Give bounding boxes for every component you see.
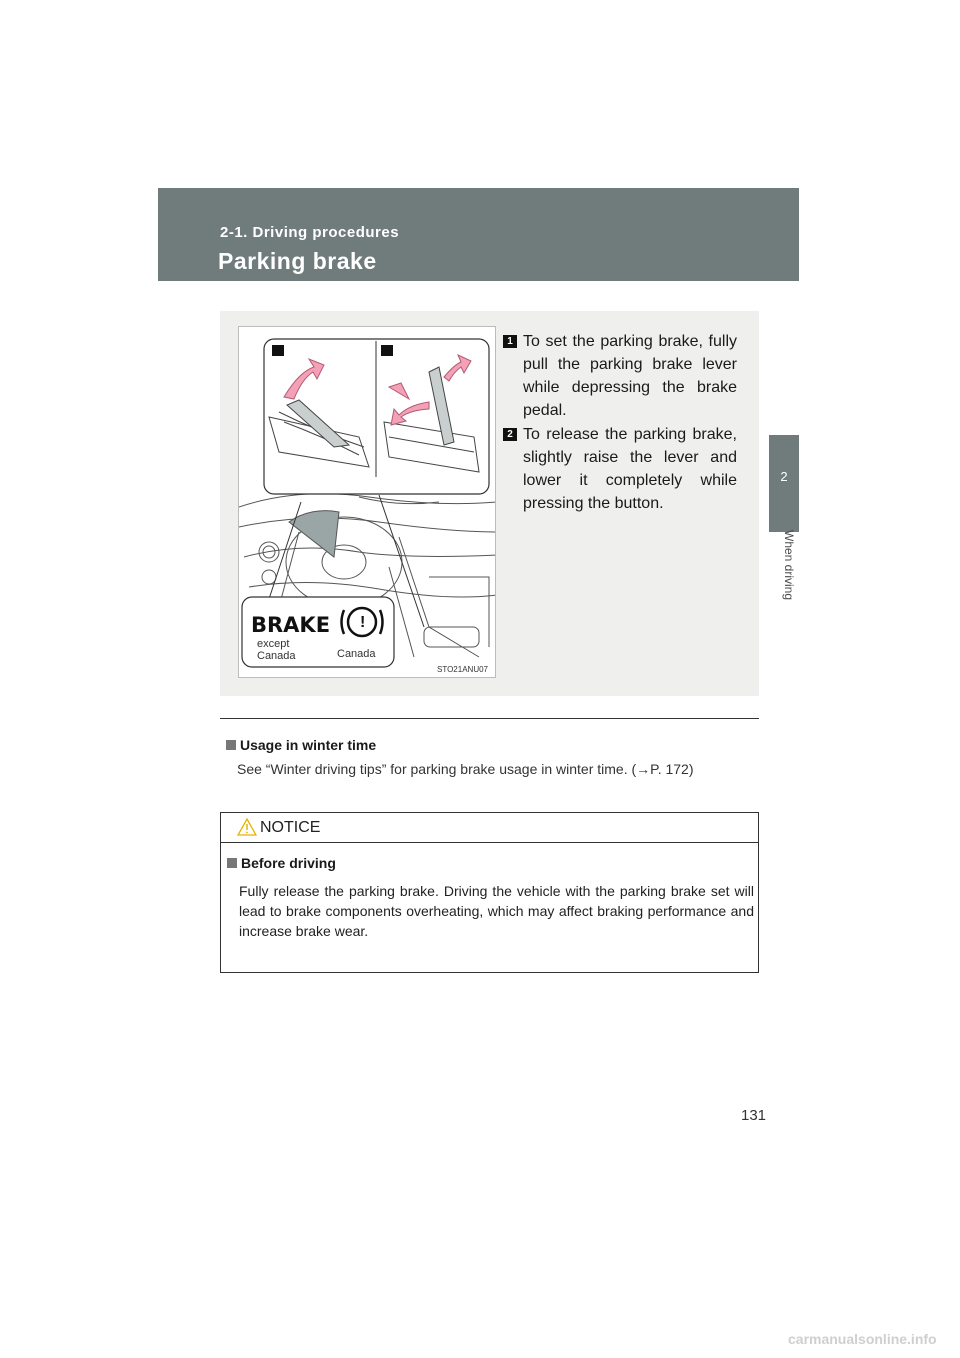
- warning-triangle-icon: [237, 818, 257, 836]
- step-text: To set the parking brake, fully pull the parking brake lever while depressing the brake pedal.: [523, 333, 737, 419]
- square-bullet-icon: [226, 740, 236, 750]
- chapter-number: 2: [780, 469, 788, 484]
- canada-label: Canada: [337, 648, 376, 660]
- divider: [220, 718, 759, 719]
- chapter-label: When driving: [782, 530, 796, 601]
- step-number-badge: 2: [503, 428, 517, 441]
- step-text: To release the parking brake, slightly raise the lever and lower it completely while pressing the button.: [523, 426, 737, 512]
- notice-body: Fully release the parking brake. Driving the vehicle with the parking brake set will lead to brake components overheating, which may affect braking performance and increase brake wear.: [239, 883, 754, 939]
- section-header: [158, 188, 799, 281]
- svg-text:except: except: [257, 638, 290, 650]
- notice-header: [221, 813, 758, 843]
- step-number-badge: 1: [503, 335, 517, 348]
- notice-subheading: Before driving: [227, 855, 336, 871]
- svg-text:!: !: [360, 614, 366, 631]
- chapter-tab[interactable]: [769, 435, 799, 532]
- page-number: 131: [741, 1107, 767, 1124]
- illustration-panel: [220, 311, 759, 696]
- winter-text: See “Winter driving tips” for parking brake usage in winter time. (→P. 172): [237, 761, 694, 777]
- square-bullet-icon: [227, 858, 237, 868]
- step-item: [503, 330, 737, 422]
- section-label: 2-1. Driving procedures: [220, 224, 400, 241]
- watermark: carmanualsonline.info: [788, 1331, 937, 1347]
- winter-heading: Usage in winter time: [226, 737, 756, 753]
- page-title: Parking brake: [218, 248, 377, 274]
- svg-text:Canada: Canada: [257, 650, 296, 662]
- notice-box: [220, 812, 759, 973]
- winter-usage-section: [226, 737, 756, 777]
- step-list: [503, 330, 737, 516]
- step-item: [503, 423, 737, 515]
- parking-brake-illustration: [238, 326, 496, 678]
- figure-code: STO21ANU07: [437, 665, 488, 674]
- illustration-drawing: [239, 327, 496, 678]
- brake-word: BRAKE: [251, 613, 331, 637]
- notice-title: NOTICE: [260, 819, 321, 836]
